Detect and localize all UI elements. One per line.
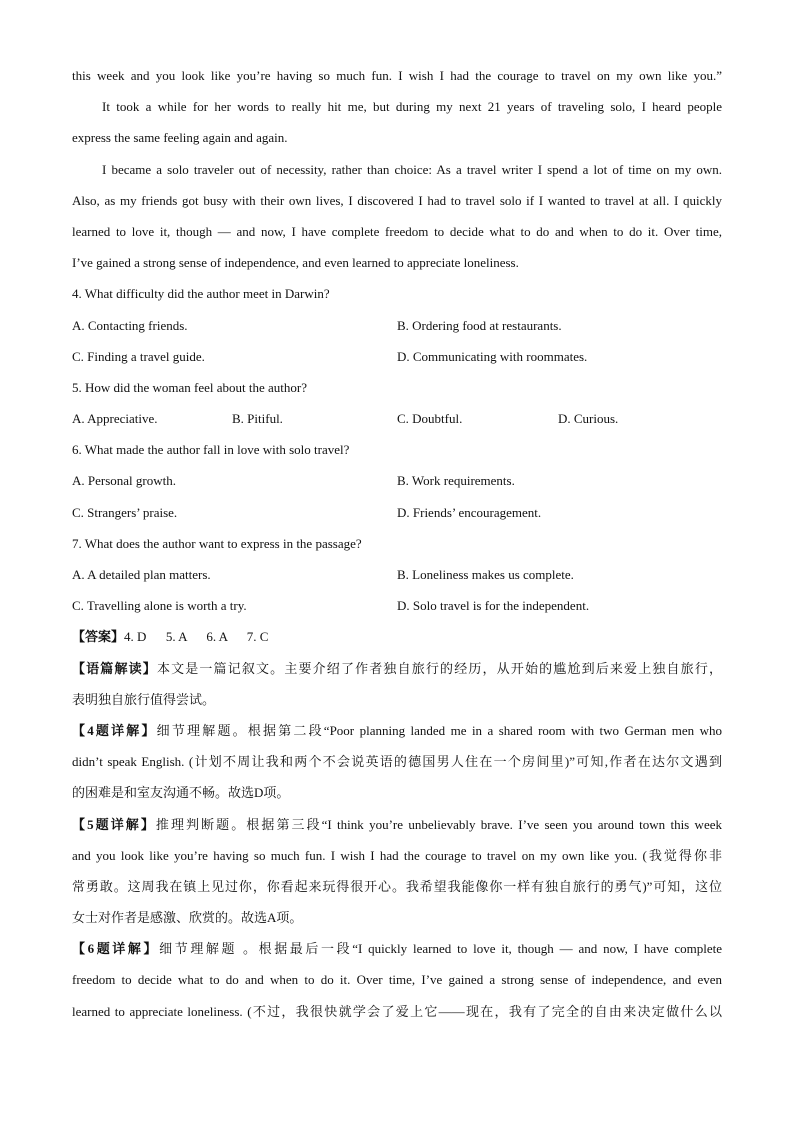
question-5 <box>72 372 722 434</box>
question-stem: 7. What does the author want to express in the passage? <box>72 535 362 551</box>
explanation-label: 【6题详解】 <box>72 941 160 957</box>
answer-values: 4. D 5. A 6. A 7. C <box>124 629 269 645</box>
explanation-line: 女士对作者是感激、欣赏的。故选A项。 <box>72 910 303 926</box>
option-c: C. Finding a travel guide. <box>72 348 205 364</box>
question-stem: 6. What made the author fall in love with solo travel? <box>72 442 350 458</box>
explanation-line <box>72 809 722 840</box>
option-d: D. Solo travel is for the independent. <box>397 598 590 614</box>
options-row <box>72 310 722 341</box>
explanation-line: and you look like you’re having so much fun. I wish I had the courage to travel on my own like you. (我觉得你非 <box>72 847 722 863</box>
options-row <box>72 497 722 528</box>
explanation-text: 细节理解题 。根据最后一段“I quickly learned to love it, though — and now, I have complete <box>159 941 722 957</box>
option-c: C. Doubtful. <box>397 411 463 427</box>
explanation-line: learned to appreciate loneliness. (不过，我很快就学会了爱上它——现在，我有了完全的自由来决定做什么以 <box>72 1003 722 1019</box>
analysis-label: 【语篇解读】 <box>72 660 157 676</box>
question-stem: 4. What difficulty did the author meet in Darwin? <box>72 286 330 302</box>
analysis-line: 表明独自旅行值得尝试。 <box>72 691 216 707</box>
explanation-4 <box>72 715 722 809</box>
answer-line <box>72 621 722 652</box>
options-row <box>72 559 722 590</box>
option-b: B. Loneliness makes us complete. <box>397 567 574 582</box>
explanation-line: didn’t speak English. (计划不周让我和两个不会说英语的德国男人住在一个房间里)”可知,作者在达尔文遇到 <box>72 754 722 770</box>
passage-line: this week and you look like you’re having so much fun. I wish I had the courage to travel on my own like you.” <box>72 68 722 83</box>
option-c: C. Travelling alone is worth a try. <box>72 598 247 614</box>
passage <box>72 60 722 278</box>
passage-line: It took a while for her words to really hit me, but during my next 21 years of traveling solo, I heard people <box>102 99 722 115</box>
explanation-line: 常勇敢。这周我在镇上见过你，你看起来玩得很开心。我希望我能像你一样有独自旅行的勇气)”可知，这位 <box>72 878 722 894</box>
options-row <box>72 403 722 434</box>
option-b: B. Ordering food at restaurants. <box>397 317 562 333</box>
option-a: A. Personal growth. <box>72 473 176 489</box>
options-row <box>72 465 722 496</box>
options-row <box>72 590 722 621</box>
passage-line: I’ve gained a strong sense of independence, and even learned to appreciate loneliness. <box>72 255 519 271</box>
option-b: B. Work requirements. <box>397 473 515 489</box>
explanation-6 <box>72 933 722 1027</box>
option-a: A. A detailed plan matters. <box>72 567 211 582</box>
option-b: B. Pitiful. <box>232 411 283 427</box>
options-row <box>72 341 722 372</box>
explanation-5 <box>72 809 722 934</box>
option-c: C. Strangers’ praise. <box>72 504 178 520</box>
explanation-label: 【5题详解】 <box>72 816 156 832</box>
explanation-line: 的困难是和室友沟通不畅。故选D项。 <box>72 785 290 801</box>
option-d: D. Curious. <box>558 411 619 427</box>
option-d: D. Communicating with roommates. <box>397 348 588 364</box>
question-stem: 5. How did the woman feel about the author? <box>72 379 308 395</box>
explanation-label: 【4题详解】 <box>72 722 157 738</box>
analysis-text: 本文是一篇记叙文。主要介绍了作者独自旅行的经历，从开始的尴尬到后来爱上独自旅行， <box>156 660 722 676</box>
explanation-text: 细节理解题。根据第二段“Poor planning landed me in a shared room with two German men who <box>156 722 722 738</box>
option-a: A. Contacting friends. <box>72 317 188 333</box>
option-a: A. Appreciative. <box>72 411 158 427</box>
answer-label: 【答案】 <box>72 629 125 645</box>
question-7 <box>72 528 722 622</box>
passage-line: I became a solo traveler out of necessity, rather than choice: As a travel writer I spend a lot of time on my own. <box>102 161 722 177</box>
passage-line: Also, as my friends got busy with their own lives, I discovered I had to travel solo if I wanted to travel at all. I quickly <box>72 192 722 208</box>
question-6 <box>72 434 722 528</box>
passage-line: learned to love it, though — and now, I have complete freedom to decide what to do and when to do it. Over time, <box>72 223 722 239</box>
explanation-line <box>72 715 722 746</box>
analysis <box>72 653 722 715</box>
analysis-line <box>72 653 722 684</box>
explanation-text: 推理判断题。根据第三段“I think you’re unbelievably brave. I’ve seen you around town this week <box>155 816 722 832</box>
explanation-line <box>72 933 722 964</box>
passage-line: express the same feeling again and again. <box>72 130 288 146</box>
option-d: D. Friends’ encouragement. <box>397 504 542 520</box>
question-4 <box>72 278 722 372</box>
explanation-line: freedom to decide what to do and when to do it. Over time, I’ve gained a strong sense of independence, and even <box>72 972 722 988</box>
document-page <box>72 60 722 1027</box>
